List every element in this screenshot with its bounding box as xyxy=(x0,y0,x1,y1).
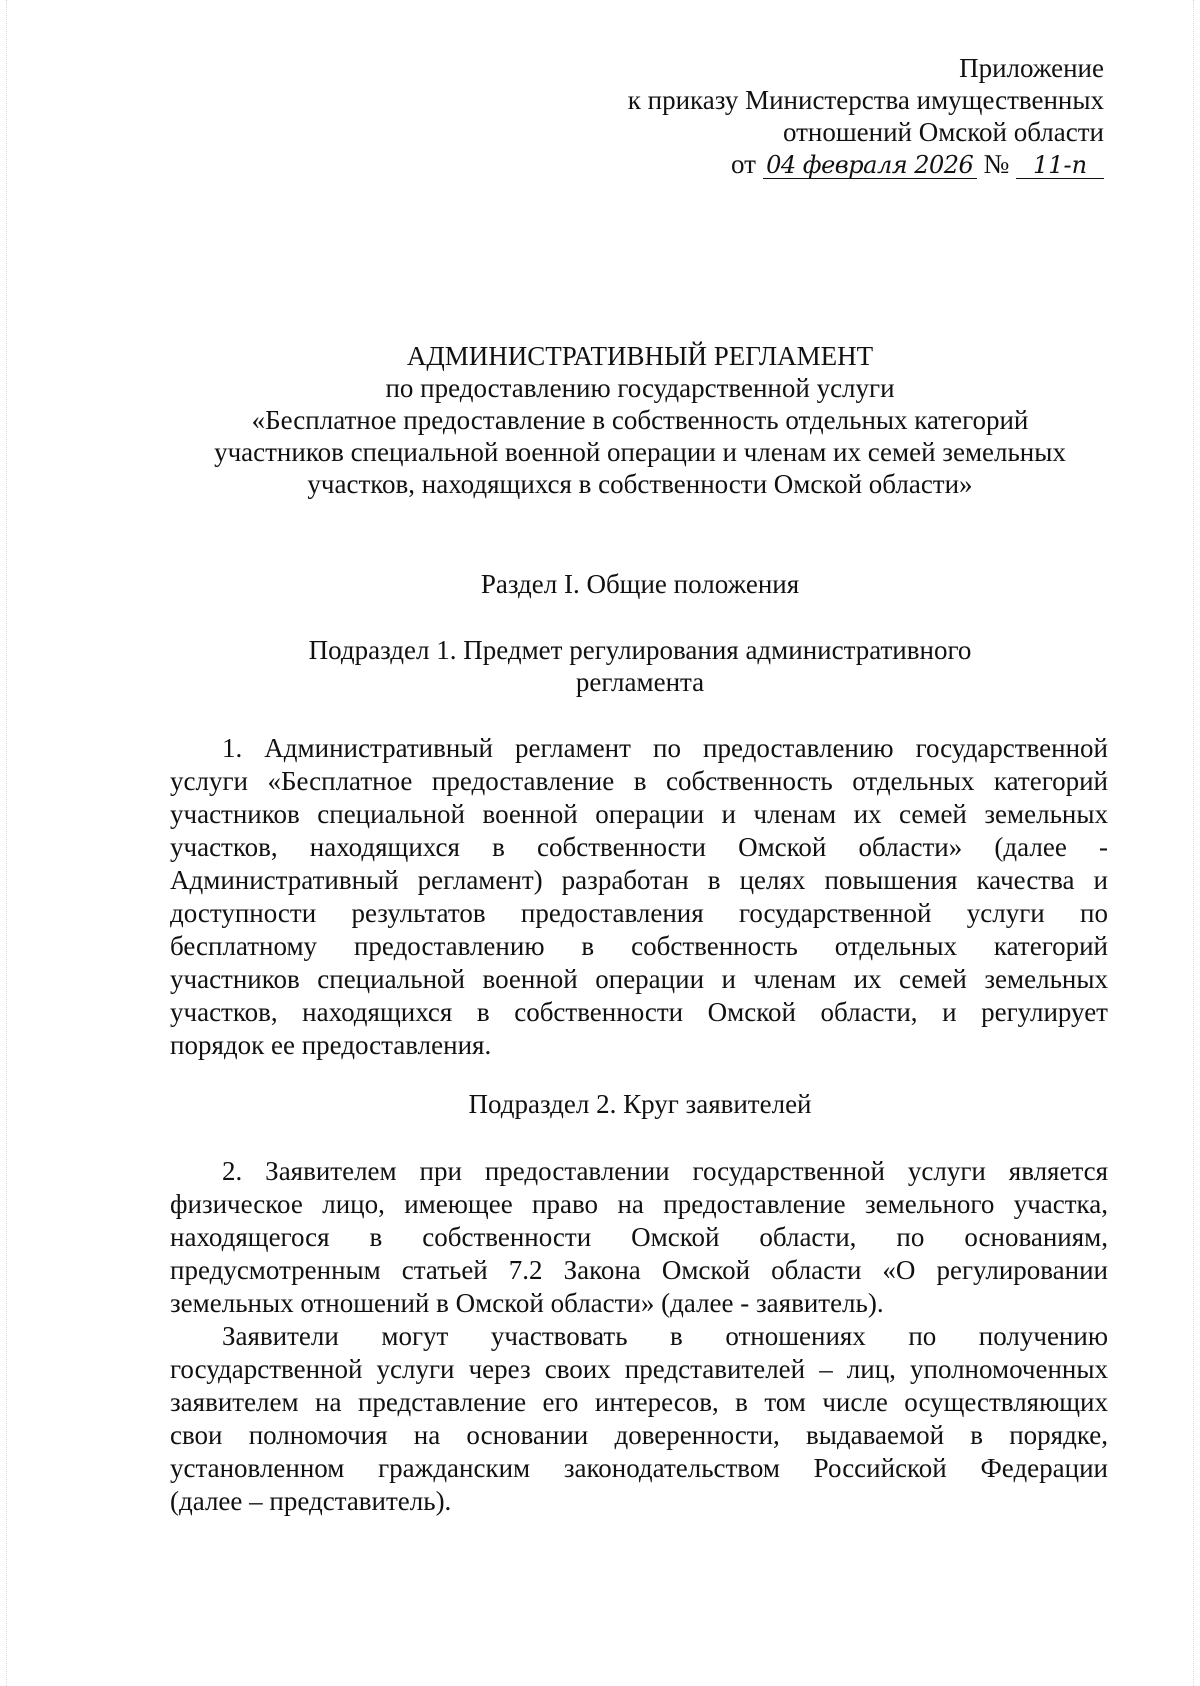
paragraph-line: участников специальной военной операции и членам их семей земельных xyxy=(170,964,1108,994)
title-line: участков, находящихся в собственности Омской области» xyxy=(307,469,973,499)
appendix-ministry: отношений Омской области xyxy=(782,117,1104,147)
title-line: «Бесплатное предоставление в собственность отдельных категорий xyxy=(251,405,1029,435)
order-date-handwritten: 04 февраля 2026 xyxy=(763,152,977,179)
section-1-title: Раздел I. Общие положения xyxy=(480,569,800,599)
paragraph-line: Заявители могут участвовать в отношениях по получению xyxy=(222,1321,1108,1351)
title-line: АДМИНИСТРАТИВНЫЙ РЕГЛАМЕНТ xyxy=(406,341,874,371)
order-prefix: от xyxy=(731,149,756,179)
paragraph-line: физическое лицо, имеющее право на предоставление земельного участка, xyxy=(170,1189,1108,1219)
paragraph-3 xyxy=(170,1320,1108,1518)
paragraph-1 xyxy=(170,732,1108,1062)
subsection-2-heading xyxy=(150,1088,1130,1120)
appendix-order-ref: к приказу Министерства имущественных xyxy=(627,85,1104,115)
paragraph-line: 1. Административный регламент по предоставлению государственной xyxy=(222,733,1108,763)
subsection-1-title-line: регламента xyxy=(575,667,705,697)
paragraph-line: Административный регламент) разработан в целях повышения качества и xyxy=(170,865,1108,895)
paragraph-line: участков, находящихся в собственности Омской области, и регулирует xyxy=(170,997,1108,1027)
paragraph-line: государственной услуги через своих представителей – лиц, уполномоченных xyxy=(170,1354,1108,1384)
paragraph-line: участников специальной военной операции и членам их семей земельных xyxy=(170,799,1108,829)
appendix-header xyxy=(544,52,1104,180)
paragraph-line: 2. Заявителем при предоставлении государственной услуги является xyxy=(222,1156,1108,1186)
appendix-label: Приложение xyxy=(959,53,1104,83)
order-details xyxy=(544,148,1104,180)
paragraph-line: услуги «Бесплатное предоставление в собственность отдельных категорий xyxy=(170,766,1108,796)
title-line: участников специальной военной операции и членам их семей земельных xyxy=(214,437,1066,467)
paragraph-line: участков, находящихся в собственности Омской области» (далее - xyxy=(170,832,1108,862)
paragraph-2 xyxy=(170,1155,1108,1320)
paragraph-line: порядок ее предоставления. xyxy=(170,1030,492,1060)
title-line: по предоставлению государственной услуги xyxy=(385,373,895,403)
paragraph-line: свои полномочия на основании доверенности, выдаваемой в порядке, xyxy=(170,1420,1108,1450)
paragraph-line: установленном гражданским законодательством Российской Федерации xyxy=(170,1453,1108,1483)
order-number-sign: № xyxy=(983,149,1010,179)
paragraph-line: заявителем на представление его интересов, в том числе осуществляющих xyxy=(170,1387,1108,1417)
subsection-2-title: Подраздел 2. Круг заявителей xyxy=(468,1089,812,1119)
order-number-handwritten: 11-п xyxy=(1016,152,1104,179)
subsection-1-title-line: Подраздел 1. Предмет регулирования административного xyxy=(308,635,972,665)
paragraph-line: (далее – представитель). xyxy=(170,1486,452,1516)
scan-edge-right xyxy=(1193,0,1195,1686)
paragraph-line: бесплатному предоставлению в собственность отдельных категорий xyxy=(170,931,1108,961)
scan-edge-left xyxy=(6,0,8,1686)
paragraph-line: земельных отношений в Омской области» (далее - заявитель). xyxy=(170,1288,884,1318)
subsection-1-heading xyxy=(150,634,1130,698)
paragraph-line: предусмотренным статьей 7.2 Закона Омской области «О регулировании xyxy=(170,1255,1108,1285)
document-title xyxy=(150,340,1130,500)
paragraph-line: находящегося в собственности Омской области, по основаниям, xyxy=(170,1222,1108,1252)
paragraph-line: доступности результатов предоставления государственной услуги по xyxy=(170,898,1108,928)
section-1-heading xyxy=(150,568,1130,600)
